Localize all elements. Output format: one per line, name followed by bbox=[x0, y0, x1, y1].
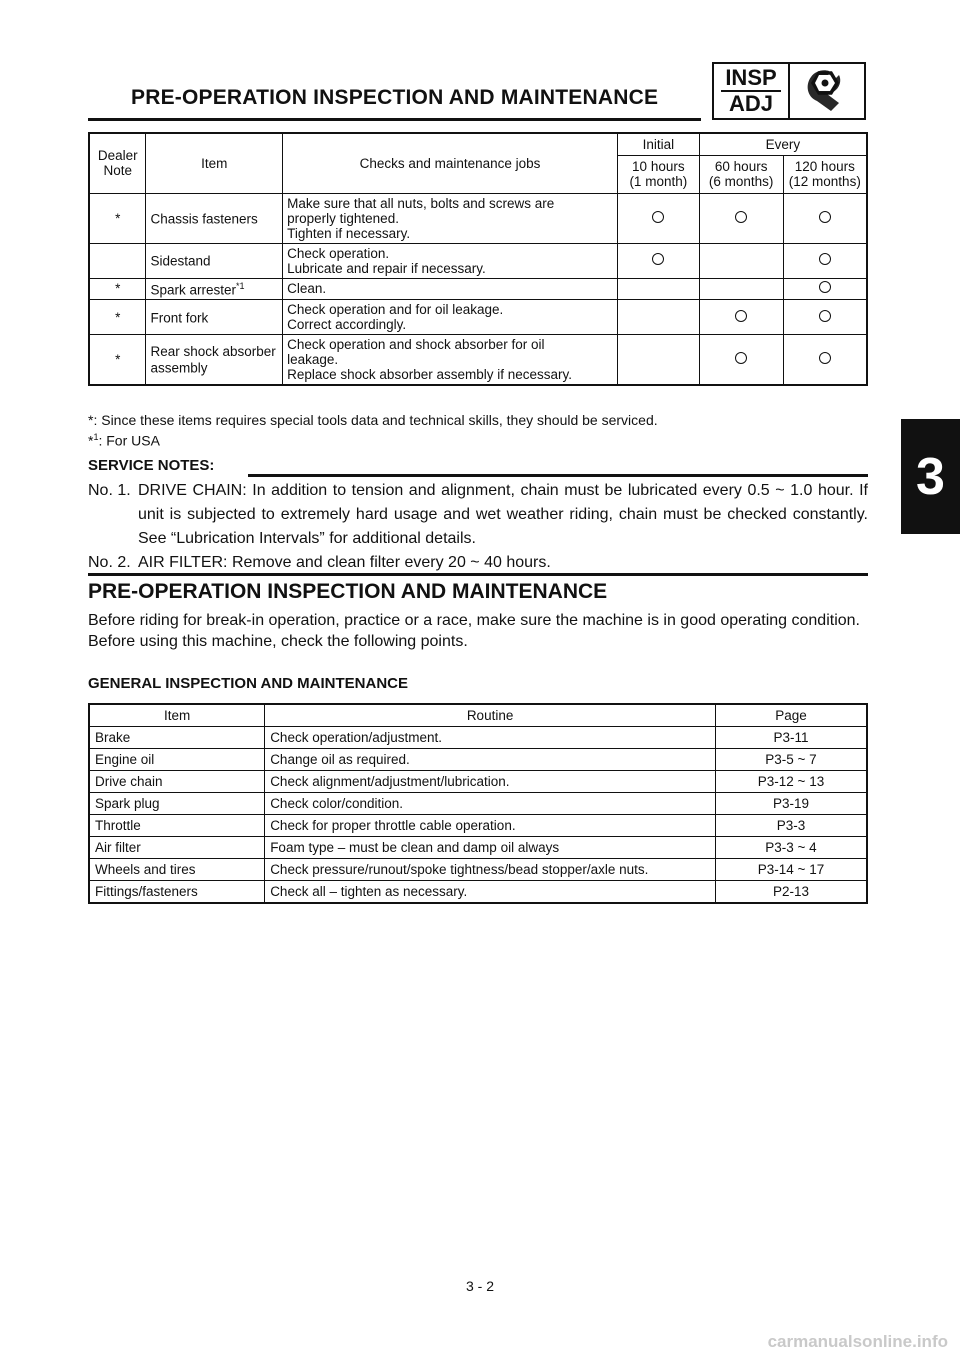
row-job-line: Correct accordingly. bbox=[287, 317, 407, 332]
check-circle-icon bbox=[735, 211, 747, 223]
gen-cell-page: P3-14 ~ 17 bbox=[716, 859, 868, 881]
table-row bbox=[89, 837, 867, 859]
interval-cell bbox=[617, 243, 699, 278]
badge-text bbox=[714, 64, 790, 118]
schedule-row bbox=[89, 335, 867, 386]
row-item bbox=[146, 278, 283, 300]
gen-header-routine: Routine bbox=[265, 704, 716, 727]
header-10h bbox=[617, 155, 699, 193]
header-10h-b: (1 month) bbox=[629, 174, 688, 189]
row-jobs bbox=[283, 278, 618, 300]
schedule-body bbox=[89, 193, 867, 385]
gen-cell-item: Wheels and tires bbox=[89, 859, 265, 881]
service-notes-label: SERVICE NOTES: bbox=[88, 457, 215, 474]
interval-cell bbox=[699, 193, 783, 243]
row-dealer-note: * bbox=[89, 300, 146, 335]
check-circle-icon bbox=[735, 352, 747, 364]
header-120h-b: (12 months) bbox=[788, 174, 861, 189]
header-initial: Initial bbox=[617, 133, 699, 155]
interval-cell bbox=[699, 243, 783, 278]
check-circle-icon bbox=[819, 253, 831, 265]
row-job-line: Lubricate and repair if necessary. bbox=[287, 260, 486, 276]
intro-paragraph-1: Before riding for break-in operation, practice or a race, make sure the machine is in good operating condition. bbox=[88, 612, 860, 629]
row-job-line: Make sure that all nuts, bolts and screws are bbox=[287, 195, 555, 211]
header-60h-a: 60 hours bbox=[714, 159, 768, 174]
table-row bbox=[89, 749, 867, 771]
header-120h-a: 120 hours bbox=[794, 159, 855, 174]
badge-bottom: ADJ bbox=[728, 91, 773, 116]
general-inspection-heading: GENERAL INSPECTION AND MAINTENANCE bbox=[88, 675, 409, 692]
gen-cell-item: Throttle bbox=[89, 815, 265, 837]
watermark: carmanualsonline.info bbox=[767, 1332, 948, 1351]
row-job-line: Check operation. bbox=[287, 245, 390, 261]
check-circle-icon bbox=[652, 211, 664, 223]
gen-cell-routine: Check for proper throttle cable operation. bbox=[265, 815, 716, 837]
check-circle-icon bbox=[735, 310, 747, 322]
interval-cell bbox=[783, 278, 867, 300]
header-every: Every bbox=[699, 133, 867, 155]
row-item bbox=[146, 300, 283, 335]
row-jobs bbox=[283, 243, 618, 278]
row-dealer-note: * bbox=[89, 335, 146, 386]
service-notes bbox=[88, 479, 868, 575]
row-dealer-note: * bbox=[89, 193, 146, 243]
gen-cell-routine: Change oil as required. bbox=[265, 749, 716, 771]
interval-cell bbox=[617, 335, 699, 386]
row-job-line: Check operation and shock absorber for oil bbox=[287, 337, 545, 352]
interval-cell bbox=[783, 335, 867, 386]
table-row bbox=[89, 727, 867, 749]
service-note-number: No. 2. bbox=[88, 554, 131, 571]
header-120h bbox=[783, 155, 867, 193]
check-circle-icon bbox=[819, 211, 831, 223]
row-item-label: Chassis fasteners bbox=[150, 211, 258, 227]
service-notes-rule bbox=[248, 474, 868, 477]
row-job-line: properly tightened. bbox=[287, 210, 399, 226]
section-rule bbox=[88, 573, 868, 576]
row-dealer-note bbox=[89, 243, 146, 278]
gen-cell-routine: Foam type – must be clean and damp oil always bbox=[265, 837, 716, 859]
badge-top: INSP bbox=[721, 66, 780, 92]
schedule-row bbox=[89, 243, 867, 278]
service-note-text: AIR FILTER: Remove and clean filter every 20 ~ 40 hours. bbox=[138, 554, 551, 571]
service-note-text: DRIVE CHAIN: In addition to tension and alignment, chain must be lubricated every 0.5 ~ 1.0 hour. If unit is subjected to extremely hard usage and wet weather riding, chain must be checked constantly. See “Lubrication Intervals” for additional details. bbox=[138, 482, 868, 547]
check-circle-icon bbox=[819, 281, 831, 293]
service-note-1 bbox=[88, 479, 868, 551]
table-row bbox=[89, 793, 867, 815]
gen-cell-item: Brake bbox=[89, 727, 265, 749]
row-item-label: Sidestand bbox=[150, 253, 211, 269]
row-item bbox=[146, 193, 283, 243]
header-item: Item bbox=[146, 133, 283, 193]
gen-cell-page: P2-13 bbox=[716, 881, 868, 904]
row-job-line: Clean. bbox=[287, 281, 327, 297]
header-60h-b: (6 months) bbox=[708, 174, 774, 189]
check-circle-icon bbox=[819, 352, 831, 364]
gen-cell-page: P3-3 ~ 4 bbox=[716, 837, 868, 859]
row-item bbox=[146, 243, 283, 278]
page-title: PRE-OPERATION INSPECTION AND MAINTENANCE bbox=[131, 86, 659, 109]
row-item-sup: *1 bbox=[235, 280, 245, 291]
gen-cell-routine: Check all – tighten as necessary. bbox=[265, 881, 716, 904]
row-jobs bbox=[283, 335, 618, 386]
intro-paragraph-2: Before using this machine, check the following points. bbox=[88, 633, 468, 650]
gen-cell-page: P3-19 bbox=[716, 793, 868, 815]
gen-cell-item: Fittings/fasteners bbox=[89, 881, 265, 904]
row-item-label: Rear shock absorber assembly bbox=[150, 343, 276, 376]
interval-cell bbox=[699, 300, 783, 335]
service-note-2 bbox=[88, 551, 868, 575]
footnote-star1-sup: 1 bbox=[93, 432, 99, 442]
gen-cell-page: P3-5 ~ 7 bbox=[716, 749, 868, 771]
gen-cell-routine: Check alignment/adjustment/lubrication. bbox=[265, 771, 716, 793]
table-row bbox=[89, 771, 867, 793]
general-inspection-table bbox=[88, 703, 868, 904]
interval-cell bbox=[783, 243, 867, 278]
footnote-star1-text: : For USA bbox=[98, 432, 160, 449]
schedule-row bbox=[89, 278, 867, 300]
schedule-row bbox=[89, 300, 867, 335]
footnote-star: *: Since these items requires special tools data and technical skills, they should be serviced. bbox=[88, 412, 658, 428]
row-item-label: Front fork bbox=[150, 310, 209, 326]
header-60h bbox=[699, 155, 783, 193]
header-checks: Checks and maintenance jobs bbox=[283, 133, 618, 193]
chapter-tab: 3 bbox=[901, 419, 960, 534]
gen-cell-page: P3-3 bbox=[716, 815, 868, 837]
gen-cell-item: Engine oil bbox=[89, 749, 265, 771]
gen-header-item: Item bbox=[89, 704, 265, 727]
row-jobs bbox=[283, 193, 618, 243]
interval-cell bbox=[699, 335, 783, 386]
service-note-number: No. 1. bbox=[88, 482, 131, 499]
footnote-star1 bbox=[88, 432, 160, 449]
interval-cell bbox=[699, 278, 783, 300]
row-item bbox=[146, 335, 283, 386]
gen-cell-routine: Check color/condition. bbox=[265, 793, 716, 815]
maintenance-schedule-table bbox=[88, 132, 868, 386]
page-number: 3 - 2 bbox=[465, 1278, 494, 1294]
row-jobs bbox=[283, 300, 618, 335]
interval-cell bbox=[783, 193, 867, 243]
interval-cell bbox=[783, 300, 867, 335]
gen-cell-item: Air filter bbox=[89, 837, 265, 859]
general-body bbox=[89, 727, 867, 904]
section-title: PRE-OPERATION INSPECTION AND MAINTENANCE bbox=[88, 580, 608, 603]
table-row bbox=[89, 881, 867, 904]
gen-cell-page: P3-11 bbox=[716, 727, 868, 749]
header-dealer-note: Dealer Note bbox=[89, 133, 146, 193]
insp-adj-badge bbox=[712, 62, 866, 120]
schedule-row bbox=[89, 193, 867, 243]
gen-cell-routine: Check pressure/runout/spoke tightness/bead stopper/axle nuts. bbox=[265, 859, 716, 881]
check-circle-icon bbox=[652, 253, 664, 265]
gen-cell-page: P3-12 ~ 13 bbox=[716, 771, 868, 793]
row-item-label: Spark arrester bbox=[150, 282, 236, 297]
wrench-icon bbox=[790, 64, 864, 118]
table-row bbox=[89, 815, 867, 837]
interval-cell bbox=[617, 300, 699, 335]
header-10h-a: 10 hours bbox=[632, 159, 685, 174]
check-circle-icon bbox=[819, 310, 831, 322]
section-intro bbox=[88, 610, 868, 652]
interval-cell bbox=[617, 193, 699, 243]
gen-header-page: Page bbox=[716, 704, 868, 727]
row-job-line: leakage. bbox=[287, 352, 339, 367]
row-job-line: Check operation and for oil leakage. bbox=[287, 302, 504, 317]
gen-cell-item: Spark plug bbox=[89, 793, 265, 815]
header-rule bbox=[88, 118, 701, 121]
row-dealer-note: * bbox=[89, 278, 146, 300]
gen-cell-routine: Check operation/adjustment. bbox=[265, 727, 716, 749]
interval-cell bbox=[617, 278, 699, 300]
row-job-line: Replace shock absorber assembly if necessary. bbox=[287, 367, 573, 382]
table-row bbox=[89, 859, 867, 881]
row-job-line: Tighten if necessary. bbox=[287, 225, 411, 241]
gen-cell-item: Drive chain bbox=[89, 771, 265, 793]
footnote-star1-prefix: * bbox=[88, 432, 94, 449]
